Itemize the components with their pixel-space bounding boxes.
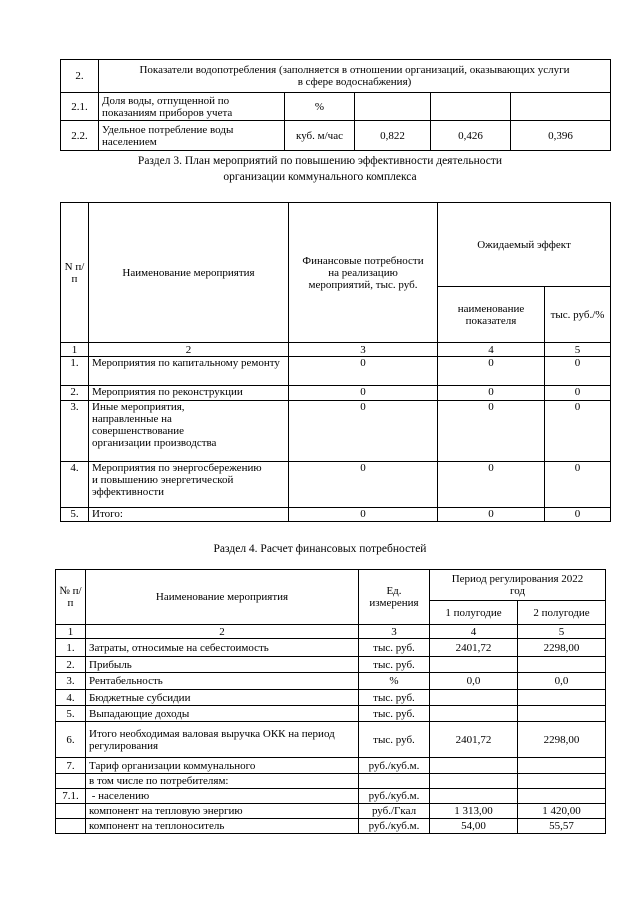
unit: тыс. руб.: [359, 657, 430, 673]
table-row: [61, 386, 611, 401]
item-name: компонент на тепловую энергию: [86, 804, 359, 819]
unit: %: [285, 93, 355, 121]
col-header-unit: Ед. измерения: [359, 570, 430, 625]
col-header-name: Наименование мероприятия: [89, 203, 289, 343]
measure-name: Итого:: [89, 508, 289, 522]
section-3-title-line2: организации коммунального комплекса: [223, 171, 417, 183]
row-number: 5.: [56, 706, 86, 722]
value-cell: 0,426: [431, 121, 511, 151]
unit: тыс. руб.: [359, 722, 430, 758]
table-row: [56, 774, 606, 789]
table-row: [56, 722, 606, 758]
financial-needs-value: 0: [289, 386, 438, 401]
second-half-value: [518, 774, 606, 789]
first-half-value: 54,00: [430, 819, 518, 834]
row-number: 1.: [56, 639, 86, 657]
section-header: Показатели водопотребления (заполняется в отношении организаций, оказывающих услуги в сфере водоснабжения): [99, 60, 611, 93]
col-header-number: N п/ п: [61, 203, 89, 343]
section-4-heading: Раздел 4. Расчет финансовых потребностей: [213, 543, 427, 555]
table-row: [61, 93, 611, 121]
measure-name: Иные мероприятия, направленные на совершенствование организации производства: [89, 401, 289, 462]
value-cell: 0,396: [511, 121, 611, 151]
table-row: [61, 462, 611, 508]
column-number: 3: [289, 343, 438, 357]
financial-needs-value: 0: [289, 357, 438, 386]
item-name: Выпадающие доходы: [86, 706, 359, 722]
measures-plan-table: [60, 202, 611, 522]
column-number: 3: [359, 625, 430, 639]
indicator-name: Доля воды, отпущенной по показаниям приборов учета: [99, 93, 285, 121]
table-row: [61, 60, 611, 93]
row-number: 7.: [56, 758, 86, 774]
row-number: 4.: [56, 690, 86, 706]
column-number: 5: [518, 625, 606, 639]
table-header-row: [61, 203, 611, 287]
first-half-value: 2401,72: [430, 722, 518, 758]
effect-value: 0: [545, 508, 611, 522]
first-half-value: 2401,72: [430, 639, 518, 657]
table-row: [56, 639, 606, 657]
item-name: Тариф организации коммунального: [86, 758, 359, 774]
column-numbers-row: [56, 625, 606, 639]
column-number: 2: [86, 625, 359, 639]
first-half-value: [430, 758, 518, 774]
row-number: [56, 804, 86, 819]
value-cell: [431, 93, 511, 121]
row-number: 5.: [61, 508, 89, 522]
column-numbers-row: [61, 343, 611, 357]
second-half-value: [518, 758, 606, 774]
table-row: [56, 819, 606, 834]
table-row: [56, 657, 606, 673]
second-half-value: [518, 706, 606, 722]
unit: руб./куб.м.: [359, 789, 430, 804]
row-number: 2.: [56, 657, 86, 673]
table-row: [56, 690, 606, 706]
financial-needs-value: 0: [289, 462, 438, 508]
column-number: 4: [430, 625, 518, 639]
unit: руб./куб.м.: [359, 758, 430, 774]
second-half-value: [518, 789, 606, 804]
table-row: [56, 804, 606, 819]
measure-name: Мероприятия по капитальному ремонту: [89, 357, 289, 386]
column-number: 4: [438, 343, 545, 357]
row-number: [56, 774, 86, 789]
indicator-value: 0: [438, 508, 545, 522]
row-number: 7.1.: [56, 789, 86, 804]
table-header-row: [56, 570, 606, 601]
table-row: [56, 706, 606, 722]
row-number: 6.: [56, 722, 86, 758]
col-header-second-half: 2 полугодие: [518, 601, 606, 625]
first-half-value: [430, 789, 518, 804]
second-half-value: 55,57: [518, 819, 606, 834]
indicator-value: 0: [438, 357, 545, 386]
row-number: 3.: [56, 673, 86, 690]
row-number: 2.: [61, 386, 89, 401]
col-header-expected-effect: Ожидаемый эффект: [438, 203, 611, 287]
first-half-value: [430, 706, 518, 722]
unit: руб./Гкал: [359, 804, 430, 819]
effect-value: 0: [545, 401, 611, 462]
indicator-value: 0: [438, 462, 545, 508]
financial-needs-value: 0: [289, 508, 438, 522]
first-half-value: [430, 774, 518, 789]
col-header-first-half: 1 полугодие: [430, 601, 518, 625]
second-half-value: 2298,00: [518, 639, 606, 657]
row-number: 1.: [61, 357, 89, 386]
unit: %: [359, 673, 430, 690]
table-row: [61, 357, 611, 386]
row-number: 4.: [61, 462, 89, 508]
unit: тыс. руб.: [359, 706, 430, 722]
water-consumption-table: [60, 59, 611, 151]
indicator-value: 0: [438, 401, 545, 462]
second-half-value: [518, 690, 606, 706]
item-name: Итого необходимая валовая выручка ОКК на период регулирования: [86, 722, 359, 758]
col-header-regulation-period: Период регулирования 2022 год: [430, 570, 606, 601]
second-half-value: 1 420,00: [518, 804, 606, 819]
second-half-value: 2298,00: [518, 722, 606, 758]
col-header-number: № п/п: [56, 570, 86, 625]
column-number: 1: [56, 625, 86, 639]
item-name: Затраты, относимые на себестоимость: [86, 639, 359, 657]
second-half-value: [518, 657, 606, 673]
measure-name: Мероприятия по энергосбережению и повышению энергетической эффективности: [89, 462, 289, 508]
col-header-indicator: наименование показателя: [438, 287, 545, 343]
table-row: [61, 121, 611, 151]
first-half-value: [430, 657, 518, 673]
effect-value: 0: [545, 357, 611, 386]
item-name: компонент на теплоноситель: [86, 819, 359, 834]
item-name: в том числе по потребителям:: [86, 774, 359, 789]
indicator-name: Удельное потребление воды населением: [99, 121, 285, 151]
column-number: 2: [89, 343, 289, 357]
col-header-thousand-rub-pct: тыс. руб./%: [545, 287, 611, 343]
effect-value: 0: [545, 386, 611, 401]
first-half-value: 1 313,00: [430, 804, 518, 819]
table-row: [56, 758, 606, 774]
unit: [359, 774, 430, 789]
measure-name: Мероприятия по реконструкции: [89, 386, 289, 401]
table-row: [56, 673, 606, 690]
row-number: 2.: [61, 60, 99, 93]
row-number: 2.1.: [61, 93, 99, 121]
unit: руб./куб.м.: [359, 819, 430, 834]
col-header-name: Наименование мероприятия: [86, 570, 359, 625]
unit: куб. м/час: [285, 121, 355, 151]
value-cell: [511, 93, 611, 121]
section-3-title-line1: Раздел 3. План мероприятий по повышению эффективности деятельности: [137, 155, 503, 167]
effect-value: 0: [545, 462, 611, 508]
indicator-value: 0: [438, 386, 545, 401]
item-name: - населению: [86, 789, 359, 804]
table-row-total: [61, 508, 611, 522]
financial-needs-table: [55, 569, 606, 834]
value-cell: [355, 93, 431, 121]
row-number: 3.: [61, 401, 89, 462]
row-number: [56, 819, 86, 834]
table-row: [56, 789, 606, 804]
second-half-value: 0,0: [518, 673, 606, 690]
unit: тыс. руб.: [359, 690, 430, 706]
column-number: 1: [61, 343, 89, 357]
first-half-value: 0,0: [430, 673, 518, 690]
first-half-value: [430, 690, 518, 706]
item-name: Рентабельность: [86, 673, 359, 690]
item-name: Прибыль: [86, 657, 359, 673]
unit: тыс. руб.: [359, 639, 430, 657]
financial-needs-value: 0: [289, 401, 438, 462]
column-number: 5: [545, 343, 611, 357]
item-name: Бюджетные субсидии: [86, 690, 359, 706]
row-number: 2.2.: [61, 121, 99, 151]
table-row: [61, 401, 611, 462]
value-cell: 0,822: [355, 121, 431, 151]
section-3-heading: [0, 153, 640, 185]
col-header-financial-needs: Финансовые потребности на реализацию мероприятий, тыс. руб.: [289, 203, 438, 343]
